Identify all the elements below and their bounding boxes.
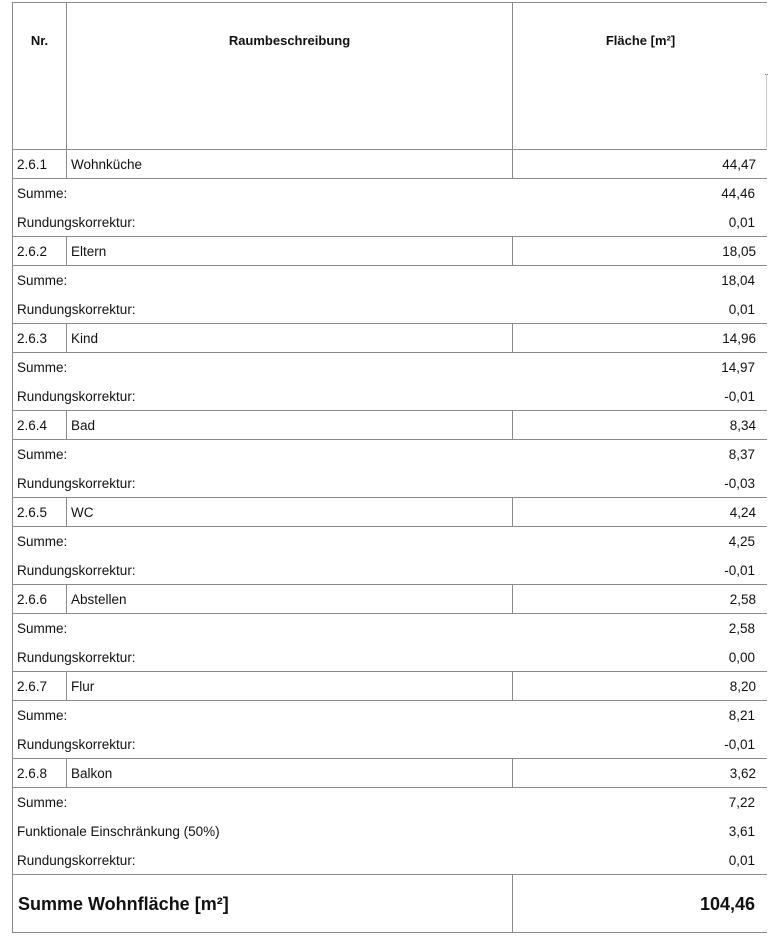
summary-row [12,179,767,208]
summary-label: Summe: [17,795,68,810]
header-area-label: Fläche [m²] [605,33,676,48]
room-nr-cell [13,498,67,526]
room-nr-cell [13,237,67,265]
room-area-cell [513,672,756,700]
room-nr: 2.6.1 [17,157,48,172]
summary-value: -0,01 [724,389,755,404]
summary-value: 8,37 [728,447,755,462]
room-nr: 2.6.2 [17,244,48,259]
summary-label: Summe: [17,447,68,462]
summary-value: 18,04 [721,273,755,288]
table-header [12,2,767,150]
summary-row [12,788,767,817]
summary-row [12,382,767,411]
room-nr: 2.6.4 [17,418,48,433]
header-nr-label: Nr. [30,33,49,48]
room-area: 2,58 [729,592,756,607]
room-row [12,150,767,179]
room-area: 8,20 [729,679,756,694]
summary-row [12,440,767,469]
summary-label: Rundungskorrektur: [17,389,136,404]
summary-label: Rundungskorrektur: [17,215,136,230]
room-row [12,237,767,266]
room-name: Wohnküche [71,157,143,172]
room-name-cell [67,498,513,526]
summary-value: -0,01 [724,737,755,752]
room-nr-cell [13,585,67,613]
room-area-cell [513,498,756,526]
room-nr: 2.6.7 [17,679,48,694]
room-area-cell [513,150,756,178]
summary-row [12,527,767,556]
room-name: Abstellen [71,592,127,607]
room-area: 18,05 [722,244,756,259]
room-name-cell [67,759,513,787]
summary-label: Funktionale Einschränkung (50%) [17,824,220,839]
room-nr: 2.6.3 [17,331,48,346]
room-name-cell [67,585,513,613]
room-row [12,759,767,788]
summary-row [12,208,767,237]
summary-label: Rundungskorrektur: [17,650,136,665]
summary-label: Rundungskorrektur: [17,476,136,491]
room-area: 8,34 [729,418,756,433]
room-name-cell [67,237,513,265]
room-name-cell [67,150,513,178]
summary-value: -0,01 [724,563,755,578]
room-name: Bad [71,418,96,433]
summary-row [12,556,767,585]
summary-label: Summe: [17,360,68,375]
room-nr: 2.6.6 [17,592,48,607]
summary-label: Summe: [17,621,68,636]
header-description-label: Raumbeschreibung [228,33,351,48]
summary-row [12,701,767,730]
summary-label: Summe: [17,708,68,723]
summary-value: 14,97 [721,360,755,375]
summary-label: Rundungskorrektur: [17,302,136,317]
room-area-cell [513,759,756,787]
room-area: 14,96 [722,331,756,346]
summary-row [12,846,767,875]
total-value: 104,46 [699,894,755,914]
summary-row [12,469,767,498]
header-stub-divider-vertical [766,74,767,147]
total-row [12,875,767,933]
area-table [12,2,767,933]
room-nr-cell [13,150,67,178]
room-nr: 2.6.5 [17,505,48,520]
summary-value: 0,01 [728,853,755,868]
room-row [12,585,767,614]
room-name-cell [67,324,513,352]
room-area-cell [513,585,756,613]
room-area: 4,24 [729,505,756,520]
room-row [12,324,767,353]
summary-label: Rundungskorrektur: [17,737,136,752]
room-nr-cell [13,411,67,439]
summary-value: 44,46 [721,186,755,201]
total-label: Summe Wohnfläche [m²] [18,894,229,914]
room-nr-cell [13,672,67,700]
room-area-cell [513,411,756,439]
room-row [12,498,767,527]
header-cell-nr [13,3,67,149]
room-nr-cell [13,759,67,787]
room-area-cell [513,237,756,265]
room-row [12,672,767,701]
summary-row [12,730,767,759]
room-name: Eltern [71,244,107,259]
summary-value: 7,22 [728,795,755,810]
summary-value: 0,00 [728,650,755,665]
summary-label: Summe: [17,534,68,549]
room-name-cell [67,411,513,439]
summary-label: Summe: [17,186,68,201]
summary-row [12,353,767,382]
header-cell-area [513,3,768,149]
room-nr: 2.6.8 [17,766,48,781]
summary-row [12,643,767,672]
summary-value: 4,25 [728,534,755,549]
room-area: 3,62 [729,766,756,781]
summary-value: 0,01 [728,302,755,317]
summary-row [12,295,767,324]
summary-value: 8,21 [728,708,755,723]
summary-value: 0,01 [728,215,755,230]
table-body [12,150,767,875]
summary-row [12,614,767,643]
room-area-cell [513,324,756,352]
room-name: Kind [71,331,99,346]
summary-value: 3,61 [728,824,755,839]
room-nr-cell [13,324,67,352]
summary-row [12,266,767,295]
summary-row [12,817,767,846]
room-name: Flur [71,679,95,694]
room-name-cell [67,672,513,700]
room-name: Balkon [71,766,113,781]
header-cell-description [67,3,513,149]
room-name: WC [71,505,94,520]
summary-label: Rundungskorrektur: [17,853,136,868]
room-area: 44,47 [722,157,756,172]
summary-value: -0,03 [724,476,755,491]
summary-label: Rundungskorrektur: [17,563,136,578]
room-row [12,411,767,440]
summary-label: Summe: [17,273,68,288]
total-label-cell [13,875,513,932]
summary-value: 2,58 [728,621,755,636]
